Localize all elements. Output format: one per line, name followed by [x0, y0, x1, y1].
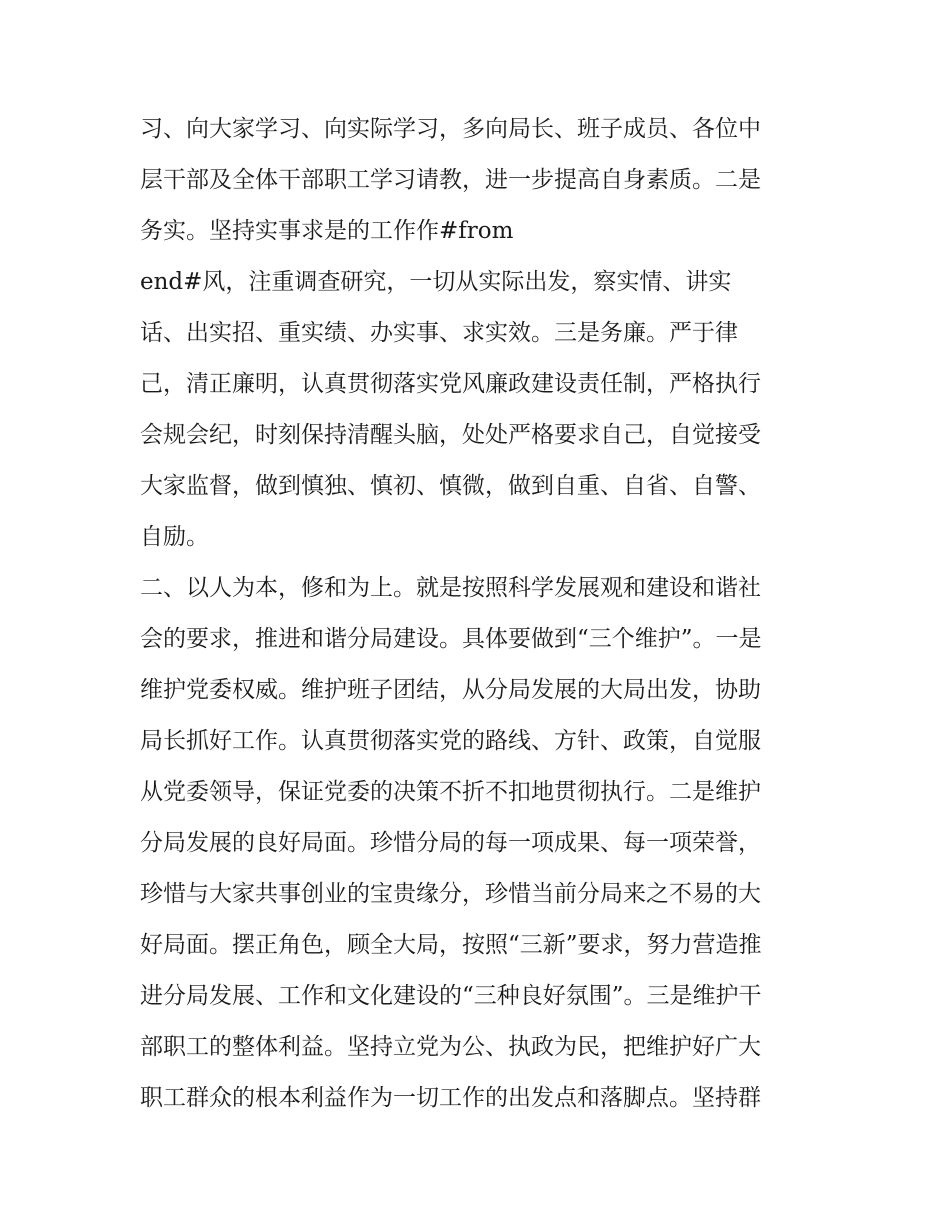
text-line: 会规会纪，时刻保持清醒头脑，处处严格要求自己，自觉接受 — [140, 422, 761, 448]
text-line: 从党委领导，保证党委的决策不折不扣地贯彻执行。二是维护 — [140, 779, 761, 805]
text-line: 好局面。摆正角色，顾全大局，按照“三新”要求，努力营造推 — [140, 932, 762, 958]
text-line: 部职工的整体利益。坚持立党为公、执政为民，把维护好广大 — [140, 1034, 761, 1060]
text-line: 自励。 — [140, 524, 209, 550]
text-line: end#风，注重调查研究，一切从实际出发，察实情、讲实 — [140, 269, 732, 295]
text-line: 分局发展的良好局面。珍惜分局的每一项成果、每一项荣誉， — [140, 830, 761, 856]
text-line: 会的要求，推进和谐分局建设。具体要做到“三个维护”。一是 — [140, 626, 762, 652]
text-line: 进分局发展、工作和文化建设的“三种良好氛围”。三是维护干 — [140, 983, 762, 1009]
text-line: 大家监督，做到慎独、慎初、慎微，做到自重、自省、自警、 — [140, 473, 761, 499]
text-line: 珍惜与大家共事创业的宝贵缘分，珍惜当前分局来之不易的大 — [140, 881, 761, 907]
text-line: 话、出实招、重实绩、办实事、求实效。三是务廉。严于律 — [140, 320, 738, 346]
text-line: 职工群众的根本利益作为一切工作的出发点和落脚点。坚持群 — [140, 1085, 761, 1111]
text-line: 己，清正廉明，认真贯彻落实党风廉政建设责任制，严格执行 — [140, 371, 761, 397]
text-line: 习、向大家学习、向实际学习，多向局长、班子成员、各位中 — [140, 116, 761, 142]
section-heading-line: 二、以人为本，修和为上。就是按照科学发展观和建设和谐社 — [140, 575, 761, 601]
document-body — [140, 110, 820, 1130]
text-line: 局长抓好工作。认真贯彻落实党的路线、方针、政策，自觉服 — [140, 728, 761, 754]
text-line: 务实。坚持实事求是的工作作#from — [140, 218, 514, 244]
text-line: 维护党委权威。维护班子团结，从分局发展的大局出发，协助 — [140, 677, 761, 703]
text-line: 层干部及全体干部职工学习请教，进一步提高自身素质。二是 — [140, 167, 761, 193]
